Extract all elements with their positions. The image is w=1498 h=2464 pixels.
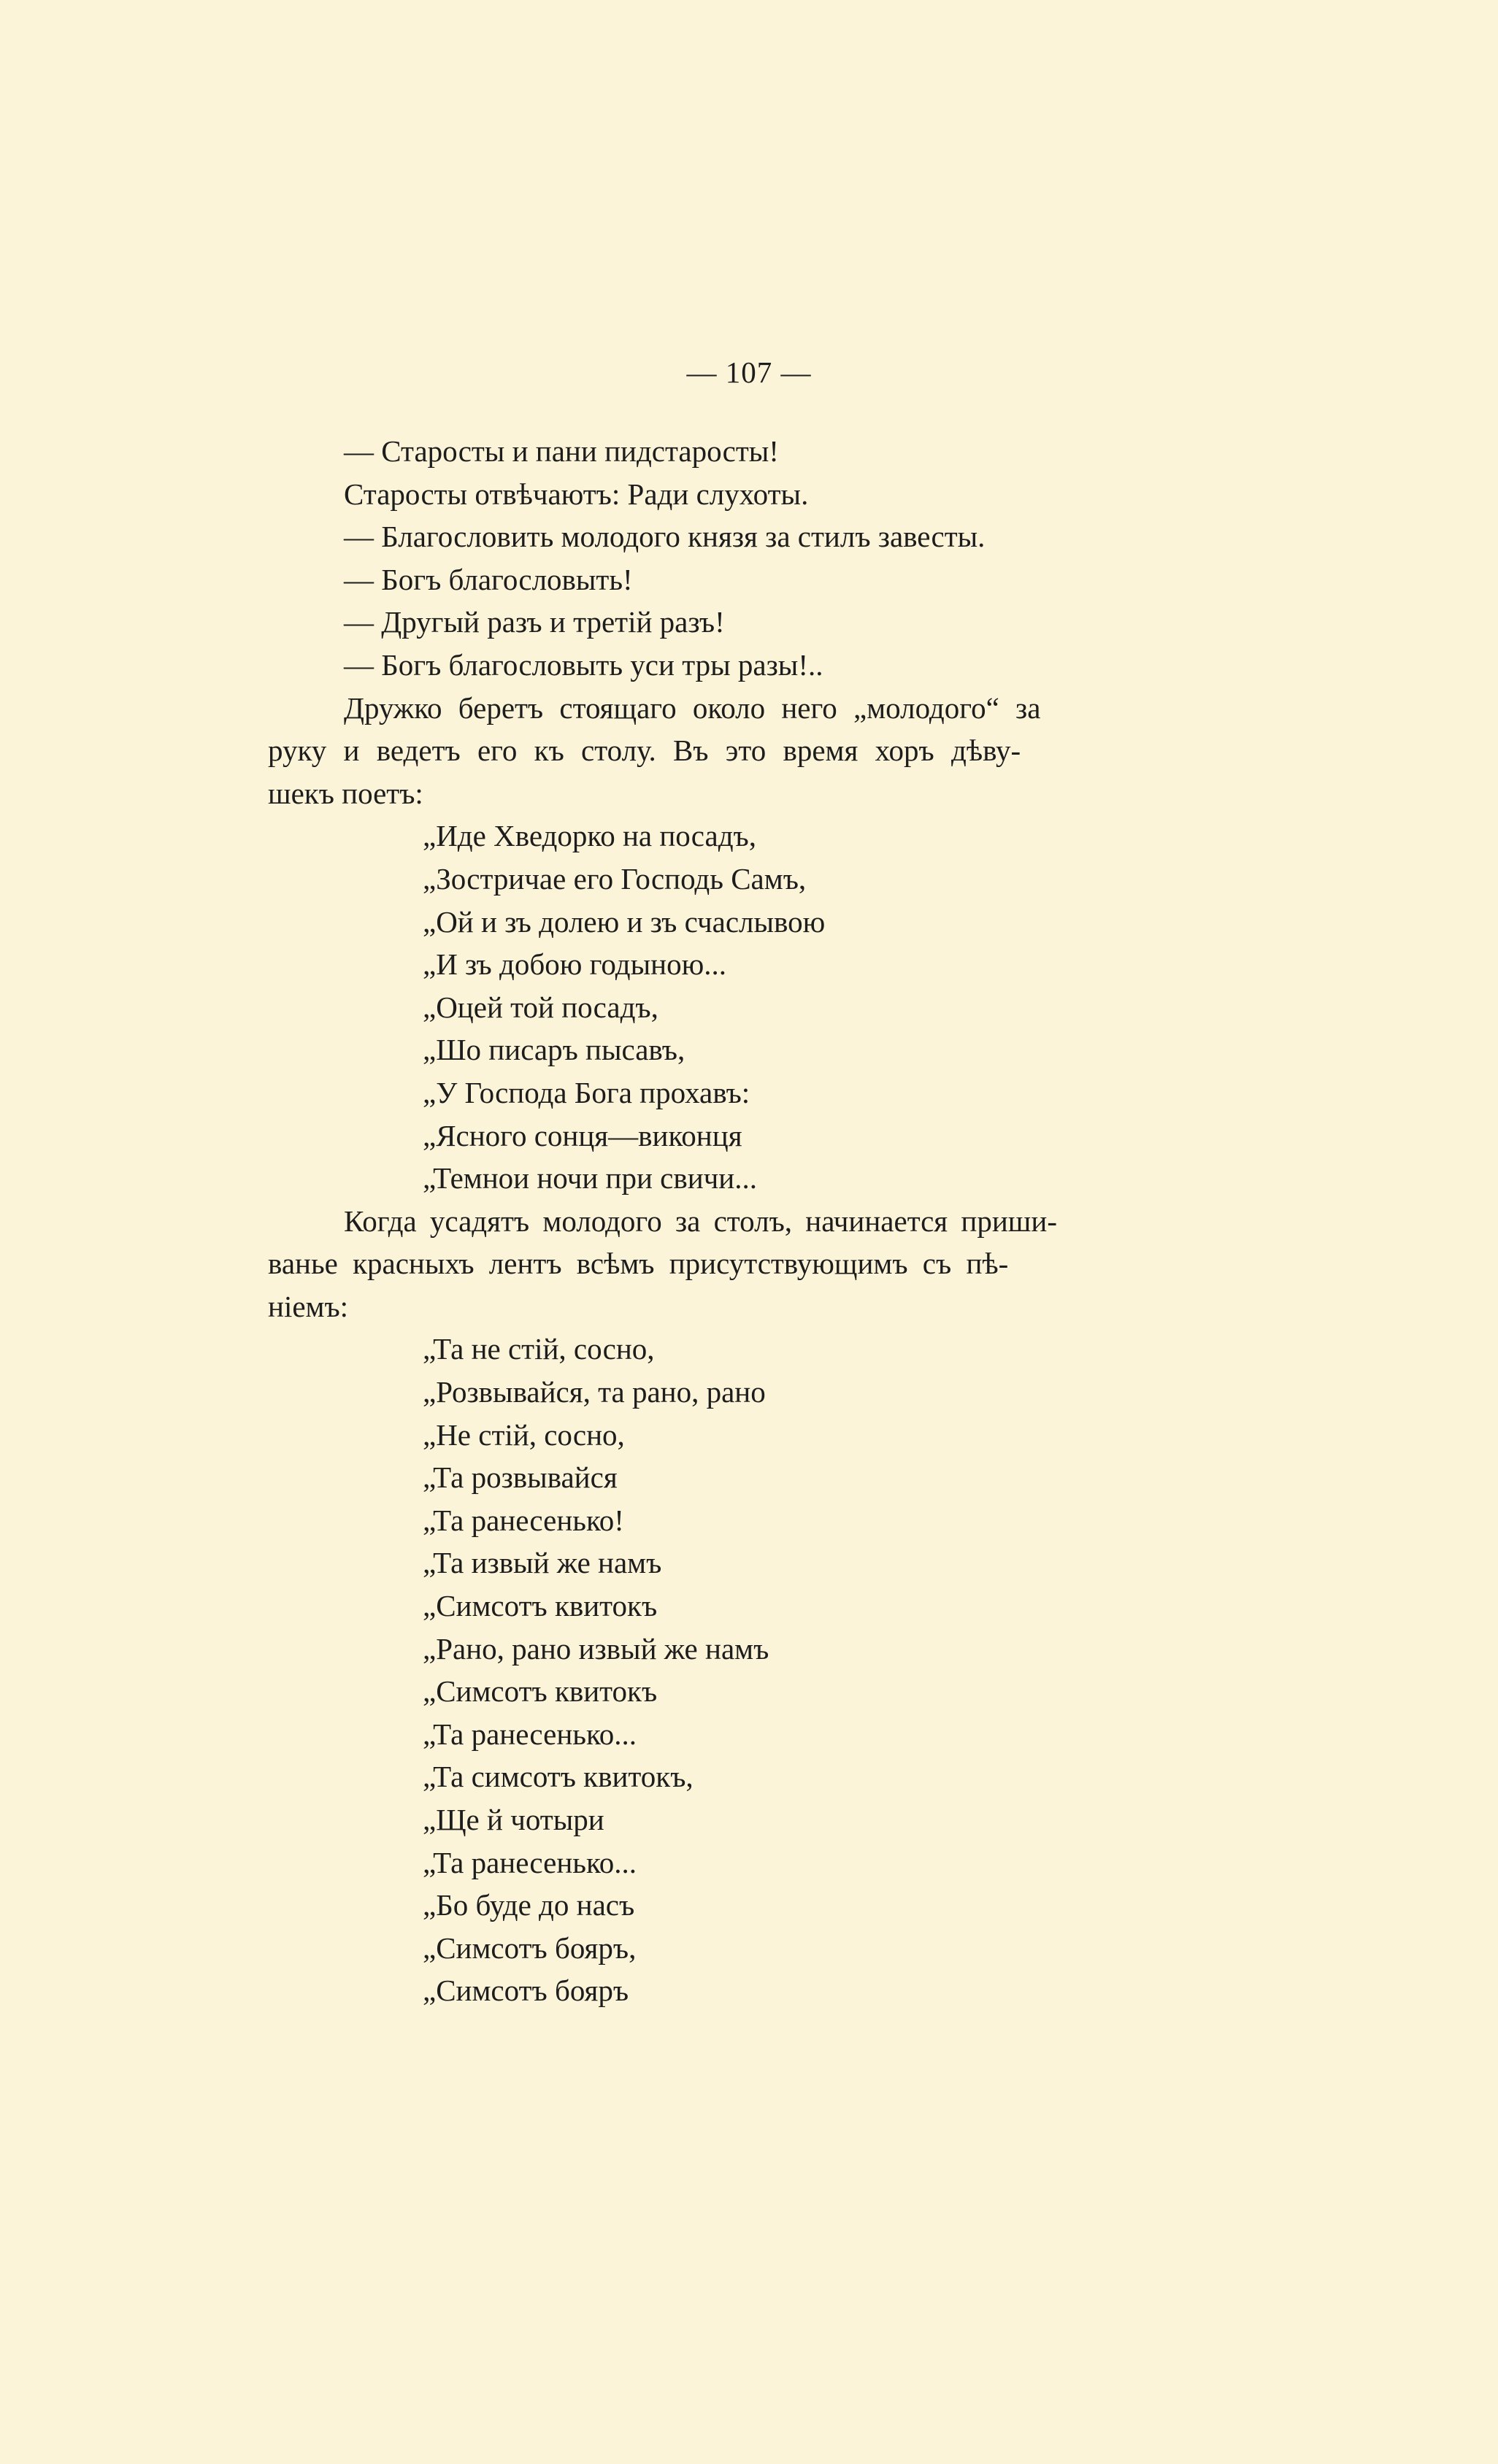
verse-line: „Оцей той посадъ, (423, 990, 658, 1024)
verse-line: „Та симсотъ квитокъ, (423, 1760, 694, 1794)
verse-line: „Не стій, сосно, (423, 1417, 625, 1452)
verse-line: „Шо писаръ пысавъ, (423, 1033, 685, 1067)
verse-line: „Иде Хведорко на посадъ, (423, 819, 757, 853)
verse-line: „И зъ добою годыною... (423, 947, 726, 982)
dialogue-line: Старосты отвѣчаютъ: Ради слухоты. (344, 477, 809, 511)
paragraph-line: ванье красныхъ лентъ всѣмъ присутствующимъ съ пѣ- (268, 1247, 1009, 1281)
verse-line: „Ясного сонця—виконця (423, 1118, 742, 1152)
verse-line: „У Господа Бога прохавъ: (423, 1075, 750, 1109)
dialogue-line: — Богъ благословыть! (344, 562, 633, 596)
dialogue-line: — Благословить молодого князя за стилъ завесты. (344, 520, 986, 554)
verse-line: „Ой и зъ долею и зъ счаслывою (423, 904, 826, 939)
verse-line: „Та не стій, сосно, (423, 1332, 655, 1366)
page-number: — 107 — (686, 355, 812, 389)
paragraph-line: руку и ведетъ его къ столу. Въ это время хоръ дѣву- (268, 734, 1021, 768)
verse-line: „Та извый же намъ (423, 1546, 662, 1580)
verse-line: „Та ранесенько... (423, 1717, 637, 1751)
paragraph-line: Дружко беретъ стоящаго около него „молодого“ за (344, 690, 1041, 725)
verse-line: „Симсотъ квитокъ (423, 1589, 658, 1623)
verse-line: „Рано, рано извый же намъ (423, 1631, 769, 1666)
verse-line: „Та розвывайся (423, 1460, 618, 1495)
verse-line: „Бо буде до насъ (423, 1888, 635, 1922)
paragraph-line: ніемъ: (268, 1289, 349, 1323)
paragraph-line: Когда усадятъ молодого за столъ, начинается приши- (344, 1204, 1057, 1238)
dialogue-line: — Богъ благословыть уси тры разы!.. (344, 647, 823, 682)
verse-line: „Темнои ночи при свичи... (423, 1161, 757, 1196)
verse-line: „Та ранесенько! (423, 1503, 624, 1537)
verse-line: „Розвывайся, та рано, рано (423, 1375, 766, 1409)
dialogue-line: — Старосты и пани пидстаросты! (344, 434, 779, 468)
verse-line: „Симсотъ бояръ, (423, 1930, 637, 1965)
paragraph-line: шекъ поетъ: (268, 776, 423, 810)
page-text (268, 430, 1210, 2012)
verse-line: „Симсотъ бояръ (423, 1974, 629, 2008)
verse-line: „Ще й чотыри (423, 1803, 604, 1836)
verse-line: „Зостричае его Господь Самъ, (423, 861, 807, 896)
verse-line: „Симсотъ квитокъ (423, 1674, 658, 1709)
dialogue-line: — Другый разъ и третій разъ! (344, 605, 725, 639)
verse-line: „Та ранесенько... (423, 1845, 637, 1879)
